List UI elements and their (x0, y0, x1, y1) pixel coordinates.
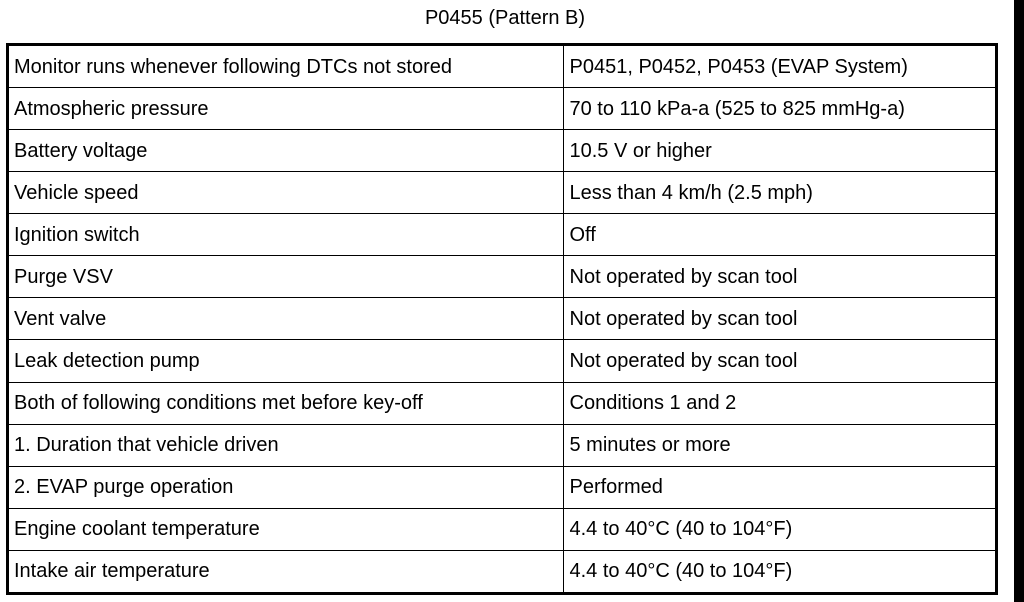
value-cell: Not operated by scan tool (563, 298, 995, 340)
condition-cell: Leak detection pump (9, 340, 563, 382)
condition-cell: Intake air temperature (9, 550, 563, 592)
condition-cell: Purge VSV (9, 256, 563, 298)
condition-cell: 1. Duration that vehicle driven (9, 424, 563, 466)
condition-cell: Engine coolant temperature (9, 508, 563, 550)
table-row (9, 298, 995, 340)
condition-cell: Atmospheric pressure (9, 88, 563, 130)
table-row (9, 550, 995, 592)
condition-cell: Vehicle speed (9, 172, 563, 214)
value-cell: Less than 4 km/h (2.5 mph) (563, 172, 995, 214)
table-row (9, 424, 995, 466)
table-row (9, 172, 995, 214)
value-cell: 70 to 110 kPa-a (525 to 825 mmHg-a) (563, 88, 995, 130)
table-row (9, 508, 995, 550)
conditions-table (6, 43, 998, 595)
table-row (9, 256, 995, 298)
value-cell: Conditions 1 and 2 (563, 382, 995, 424)
value-cell: 4.4 to 40°C (40 to 104°F) (563, 550, 995, 592)
condition-cell: Monitor runs whenever following DTCs not stored (9, 46, 563, 88)
value-cell: Not operated by scan tool (563, 256, 995, 298)
value-cell: P0451, P0452, P0453 (EVAP System) (563, 46, 995, 88)
table-row (9, 214, 995, 256)
table-row (9, 88, 995, 130)
condition-cell: Both of following conditions met before key-off (9, 382, 563, 424)
value-cell: 10.5 V or higher (563, 130, 995, 172)
condition-cell: 2. EVAP purge operation (9, 466, 563, 508)
value-cell: Off (563, 214, 995, 256)
right-edge-bar (1014, 0, 1024, 602)
page-title: P0455 (Pattern B) (424, 7, 586, 29)
condition-cell: Ignition switch (9, 214, 563, 256)
table-row (9, 382, 995, 424)
table-row (9, 340, 995, 382)
condition-cell: Battery voltage (9, 130, 563, 172)
value-cell: 4.4 to 40°C (40 to 104°F) (563, 508, 995, 550)
value-cell: 5 minutes or more (563, 424, 995, 466)
value-cell: Not operated by scan tool (563, 340, 995, 382)
table-row (9, 46, 995, 88)
value-cell: Performed (563, 466, 995, 508)
table-row (9, 130, 995, 172)
condition-cell: Vent valve (9, 298, 563, 340)
table-row (9, 466, 995, 508)
